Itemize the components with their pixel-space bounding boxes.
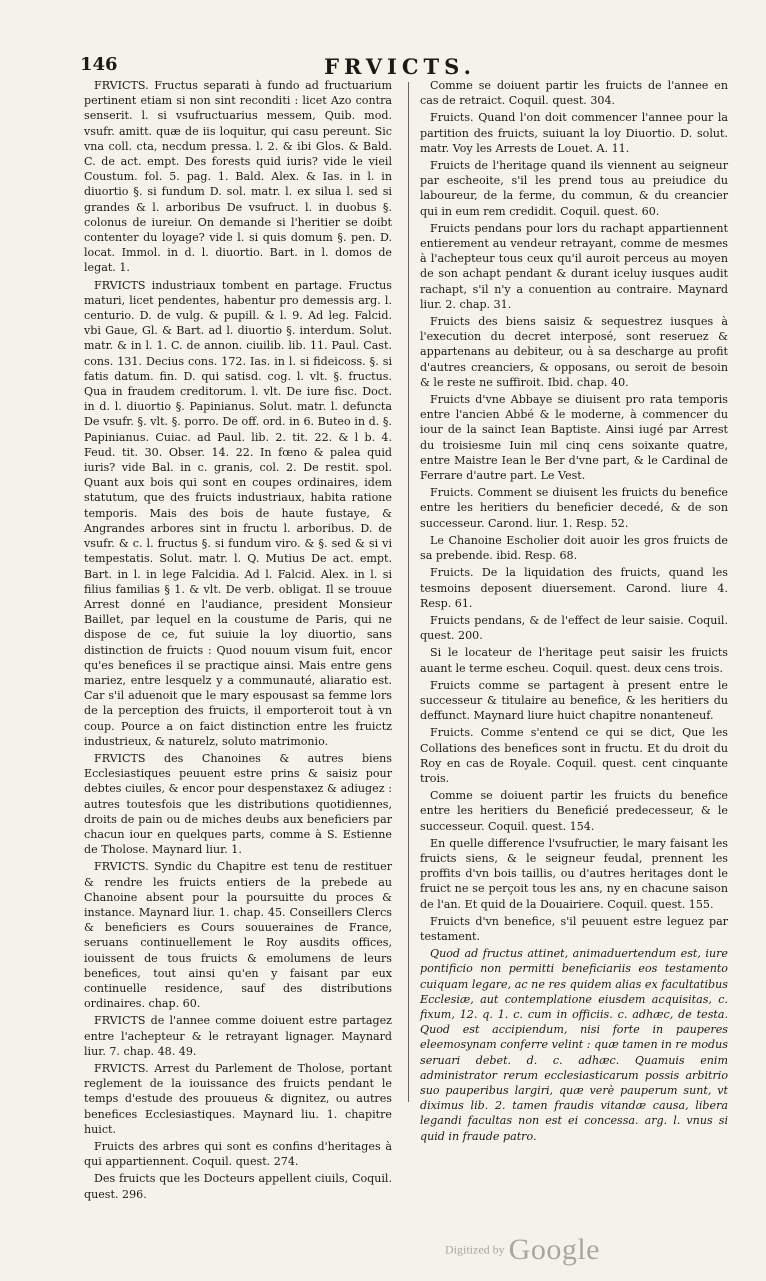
digitization-watermark bbox=[445, 1233, 600, 1267]
latin-paragraph: Quod ad fructus attinet, animaduertendum est, iure pontificio non permitti beneficiariis eos testamento cuiquam legare, ac ne res quidem alias ex facultatibus Ecclesiæ, aut contemplatione eiusdem acquisitas, c. fixum, 12. q. 1. c. cum in officiis. c. adhæc, de testa. Quod est accipiendum, nisi forte in pauperes eleemosynam conferre velint : quæ tamen in re modus seruari debet. d. c. adhæc. Quamuis enim administrator rerum ecclesiasticarum possis arbitrio suo pauperibus largiri, quæ verè pauperum sunt, vt diximus lib. 2. tamen fraudis vitandæ causa, libera legandi facultas non est ei concessa. arg. l. vnus si quid in fraude patro. bbox=[420, 947, 728, 1143]
paragraph: Des fruicts que les Docteurs appellent ciuils, Coquil. quest. 296. bbox=[84, 1172, 392, 1201]
paragraph: Fruicts de l'heritage quand ils viennent au seigneur par escheoite, s'il les prend tous au preiudice du laboureur, de la ferme, du commun, & du creancier qui in eum rem credidit. Coquil. quest. 60. bbox=[420, 159, 728, 218]
running-title: FRVICTS. bbox=[324, 54, 476, 79]
paragraph: Si le locateur de l'heritage peut saisir les fruicts auant le terme escheu. Coquil. quest. deux cens trois. bbox=[420, 646, 728, 675]
paragraph: FRVICTS. Arrest du Parlement de Tholose, portant reglement de la iouissance des fruicts pendant le temps d'estude des prouueus & dignitez, ou autres benefices Ecclesiastiques. Maynard liu. 1. chapitre huict. bbox=[84, 1062, 392, 1136]
page-number: 146 bbox=[80, 54, 118, 75]
paragraph: Fruicts comme se partagent à present entre le successeur & titulaire au benefice, & les heritiers du deffunct. Maynard liure huict chapitre nonanteneuf. bbox=[420, 678, 728, 723]
paragraph: FRVICTS industriaux tombent en partage. Fructus maturi, licet pendentes, habentur pro demessis arg. l. centurio. D. de vulg. & pupill. & l. 9. Ad leg. Falcid. vbi Gaue, Gl. & Bart. ad l. diuortio §. interdum. Solut. matr. & in l. 1. C. de annon. ciuilib. lib. 11. Paul. Cast. cons. 131. Decius cons. 172. Ias. in l. si fideicoss. §. si fatis datum. fin. D. qui satisd. cog. l. vlt. §. fructus. Qua in fraudem creditorum. l. vlt. De iure fisc. Doct. in d. l. diuortio §. Papinianus. Solut. matr. l. defuncta De vsufr. §. vlt. §. porro. De off. ord. in 6. Buteo in d. §. Papinianus. Cuiac. ad Paul. lib. 2. tit. 22. & l b. 4. Feud. tit. 30. Obser. 14. 22. In fœno & palea quid iuris? vide Bal. in c. granis, col. 2. De restit. spol. Quant aux bois qui sont en coupes ordinaires, idem statutum, que des fruicts industriaux, habita ratione temporis. Mais des bois de haute fustaye, & Angrandes arbores sint in fructu l. arboribus. D. de vsufr. & c. l. fructus §. si fundum viro. & §. sed & si vi tempestatis. Solut. matr. l. Q. Mutius De act. empt. Bart. in l. in lege Falcidia. Ad l. Falcid. Alex. in l. si filius familias § 1. & vlt. De verb. obligat. Il se trouue Arrest donné en l'audiance, president Monsieur Baillet, par lequel en la coustume de Paris, qui ne dispose de ce, fut suiuie la loy diuortio, sans distinction de fruicts : Quod nouum visum fuit, encor qu'es benefices il se practique ainsi. Mais entre gens mariez, entre lesquelz y a communauté, aliaratio est. Car s'il aduenoit que le mary espousast sa femme lors de la perception des fruicts, il emporteroit tout à vn coup. Pource a on faict distinction entre les fruictz industrieux, & naturelz, soluto matrimonio. bbox=[84, 278, 392, 748]
paragraph: Fruicts. Quand l'on doit commencer l'annee pour la partition des fruicts, suiuant la loy Diuortio. D. solut. matr. Voy les Arrests de Louet. A. 11. bbox=[420, 111, 728, 155]
paragraph: Fruicts des biens saisiz & sequestrez iusques à l'execution du decret interposé, sont reseruez & appartenans au debiteur, ou à sa descharge au profit d'autres creanciers, & opposans, ou seroit de besoin & le reste ne suffiroit. Ibid. chap. 40. bbox=[420, 315, 728, 389]
watermark-prefix: Digitized by bbox=[445, 1242, 505, 1257]
column-divider bbox=[408, 82, 409, 1102]
paragraph: Fruicts d'vn benefice, s'il peuuent estre leguez par testament. bbox=[420, 914, 728, 943]
paragraph: FRVICTS. Fructus separati à fundo ad fructuarium pertinent etiam si non sint reconditi : licet Azo contra senserit. l. si vsufructuarius messem, Quib. mod. vsufr. amitt. quæ de iis loquitur, qui casu pereunt. Sic vna coll. cta, necdum pressa. l. 2. & ibi Glos. & Bald. C. de act. empt. Des forests quid iuris? vide le vieil Coustum. fol. 5. pag. 1. Bald. Alex. & Ias. in l. in diuortio §. si fundum D. sol. matr. l. ex silua l. sed si grandes & l. arboribus De vsufruct. l. in duobus §. colonus de iureiur. On demande si l'heritier se doibt contenter du loyage? vide l. si quis domum §. pen. D. locat. Immol. in d. l. diuortio. Bart. in l. domos de legat. 1. bbox=[84, 79, 392, 275]
paragraph: Fruicts pendans, & de l'effect de leur saisie. Coquil. quest. 200. bbox=[420, 613, 728, 643]
paragraph: Fruicts. Comme s'entend ce qui se dict, Que les Collations des benefices sont in fructu. Et du droit du Roy en cas de Royale. Coquil. quest. cent cinquante trois. bbox=[420, 726, 728, 785]
paragraph: Le Chanoine Escholier doit auoir les gros fruicts de sa prebende. ibid. Resp. 68. bbox=[420, 533, 728, 563]
google-logo: Google bbox=[508, 1233, 600, 1266]
right-column bbox=[420, 78, 728, 1146]
paragraph: Comme se doiuent partir les fruicts du benefice entre les heritiers du Beneficié predecesseur, & le successeur. Coquil. quest. 154. bbox=[420, 789, 728, 833]
paragraph: FRVICTS. Syndic du Chapitre est tenu de restituer & rendre les fruicts entiers de la prebede au Chanoine absent pour la poursuitte du proces & instance. Maynard liur. 1. chap. 45. Conseillers Clercs & beneficiers es Cours souueraines de France, seruans continuellement le Roy ausdits offices, iouissent de tous fruicts & emolumens de leurs benefices, tout ainsi qu'en y faisant par eux continuelle residence, sauf des distributions ordinaires. chap. 60. bbox=[84, 860, 392, 1011]
paragraph: Fruicts des arbres qui sont es confins d'heritages à qui appartiennent. Coquil. quest. 274. bbox=[84, 1140, 392, 1169]
paragraph: Fruicts. De la liquidation des fruicts, quand les tesmoins deposent diuersement. Carond. liure 4. Resp. 61. bbox=[420, 566, 728, 610]
paragraph: En quelle difference l'vsufructier, le mary faisant les fruicts siens, & le seigneur feudal, prennent les proffits d'vn bois taillis, ou d'autres heritages dont le fruict ne se perçoit tous les ans, ny en chacune saison de l'an. Et quid de la Douairiere. Coquil. quest. 155. bbox=[420, 836, 728, 911]
paragraph: Fruicts. Comment se diuisent les fruicts du benefice entre les heritiers du beneficier decedé, & de son successeur. Carond. liur. 1. Resp. 52. bbox=[420, 486, 728, 530]
paragraph: FRVICTS de l'annee comme doiuent estre partagez entre l'achepteur & le retrayant lignager. Maynard liur. 7. chap. 48. 49. bbox=[84, 1014, 392, 1058]
paragraph: FRVICTS des Chanoines & autres biens Ecclesiastiques peuuent estre prins & saisiz pour debtes ciuiles, & encor pour despenstaxez & adiugez : autres toutesfois que les distributions quotidiennes, droits de pain ou de miches deubs aux beneficiers par chacun iour en quelques parts, comme à S. Estienne de Tholose. Maynard liur. 1. bbox=[84, 751, 392, 857]
left-column bbox=[84, 78, 392, 1204]
paragraph: Fruicts pendans pour lors du rachapt appartiennent entierement au vendeur retrayant, comme de mesmes à l'achepteur tous ceux qu'il auroit perceus au moyen de son achapt pendant & durant iceluy iusques audit rachapt, s'il n'y a conuention au contraire. Maynard liur. 2. chap. 31. bbox=[420, 221, 728, 311]
paragraph: Comme se doiuent partir les fruicts de l'annee en cas de retraict. Coquil. quest. 304. bbox=[420, 79, 728, 108]
paragraph: Fruicts d'vne Abbaye se diuisent pro rata temporis entre l'ancien Abbé & le moderne, à commencer du iour de la sainct Iean Baptiste. Ainsi iugé par Arrest du troisiesme Iuin mil cinq cens soixante quatre, entre Maistre Iean le Ber d'vne part, & le Cardinal de Ferrare d'autre part. Le Vest. bbox=[420, 393, 728, 483]
